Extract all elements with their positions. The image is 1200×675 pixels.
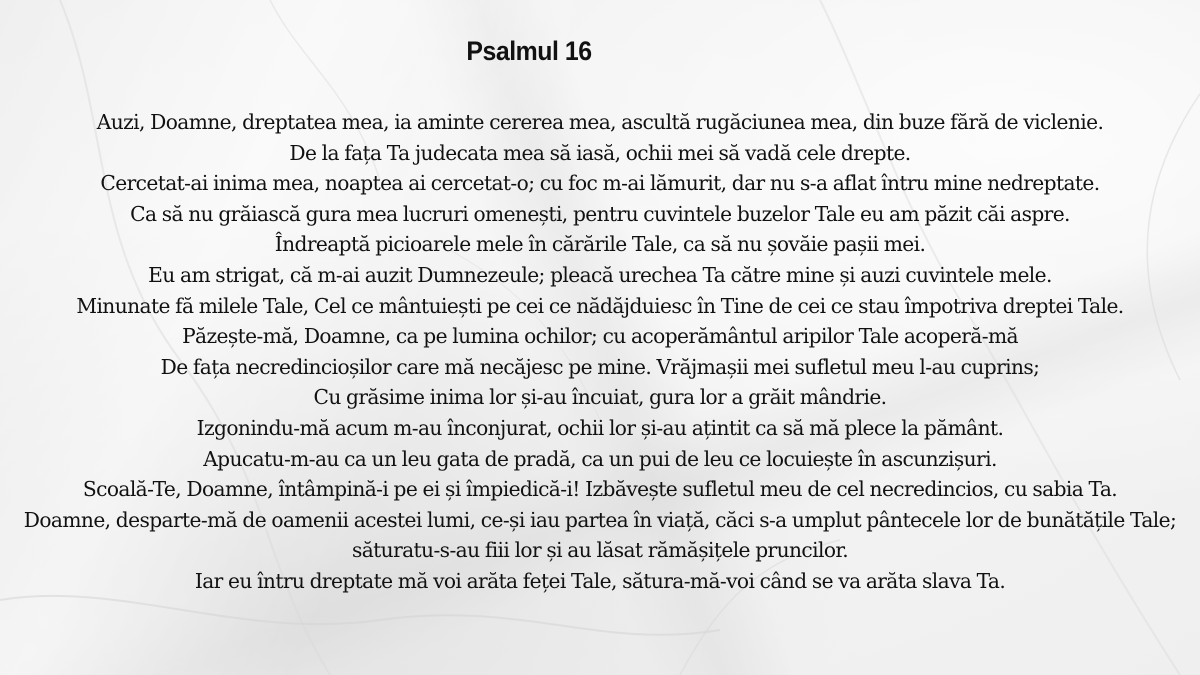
verse-line: Auzi, Doamne, dreptatea mea, ia aminte cererea mea, ascultă rugăciunea mea, din buze fără de viclenie. [96, 110, 1104, 134]
page-title: Psalmul 16 [466, 36, 592, 67]
verse-line: Minunate fă milele Tale, Cel ce mântuiești pe cei ce nădăjduiesc în Tine de cei ce stau împotriva dreptei Tale. [76, 293, 1124, 318]
verse-line: Îndreaptă picioarele mele în cărările Tale, ca să nu șovăie pașii mei. [274, 232, 926, 257]
verse-line: De fața necredincioșilor care mă necăjesc pe mine. Vrăjmașii mei sufletul meu l-au cuprins; [160, 354, 1040, 379]
verse-line: Doamne, desparte-mă de oamenii acestei lumi, ce-și iau partea în viață, căci s-a umplut pântecele lor de bunătățile Tale; săturatu-s-au fiii lor și au lăsat rămășițele pruncilor. [23, 507, 1177, 563]
verse-line: Ca să nu grăiască gura mea lucruri omenești, pentru cuvintele buzelor Tale eu am păzit căi aspre. [130, 201, 1070, 226]
verse-line: De la fața Ta judecata mea să iasă, ochii mei să vadă cele drepte. [289, 140, 911, 165]
verse-line: Iar eu întru dreptate mă voi arăta feței Tale, sătura-mă-voi când se va arăta slava Ta. [194, 568, 1006, 593]
verse-line: Eu am strigat, că m-ai auzit Dumnezeule; pleacă urechea Ta către mine și auzi cuvintele mele. [148, 262, 1052, 287]
verse-line: Cu grăsime inima lor și-au încuiat, gura lor a grăit mândrie. [313, 385, 887, 410]
psalm-verses [0, 107, 1200, 597]
verse-line: Păzește-mă, Doamne, ca pe lumina ochilor; cu acoperământul aripilor Tale acoperă-mă [182, 324, 1018, 349]
verse-line: Apucatu-m-au ca un leu gata de pradă, ca un pui de leu ce locuiește în ascunzișuri. [203, 446, 997, 471]
verse-line: Scoală-Te, Doamne, întâmpină-i pe ei și împiedică-i! Izbăvește sufletul meu de cel necredincios, cu sabia Ta. [82, 477, 1118, 502]
verse-line: Izgonindu-mă acum m-au înconjurat, ochii lor și-au ațintit ca să mă plece la pământ. [196, 415, 1004, 440]
verse-line: Cercetat-ai inima mea, noaptea ai cercetat-o; cu foc m-ai lămurit, dar nu s-a aflat întru mine nedreptate. [100, 171, 1100, 196]
